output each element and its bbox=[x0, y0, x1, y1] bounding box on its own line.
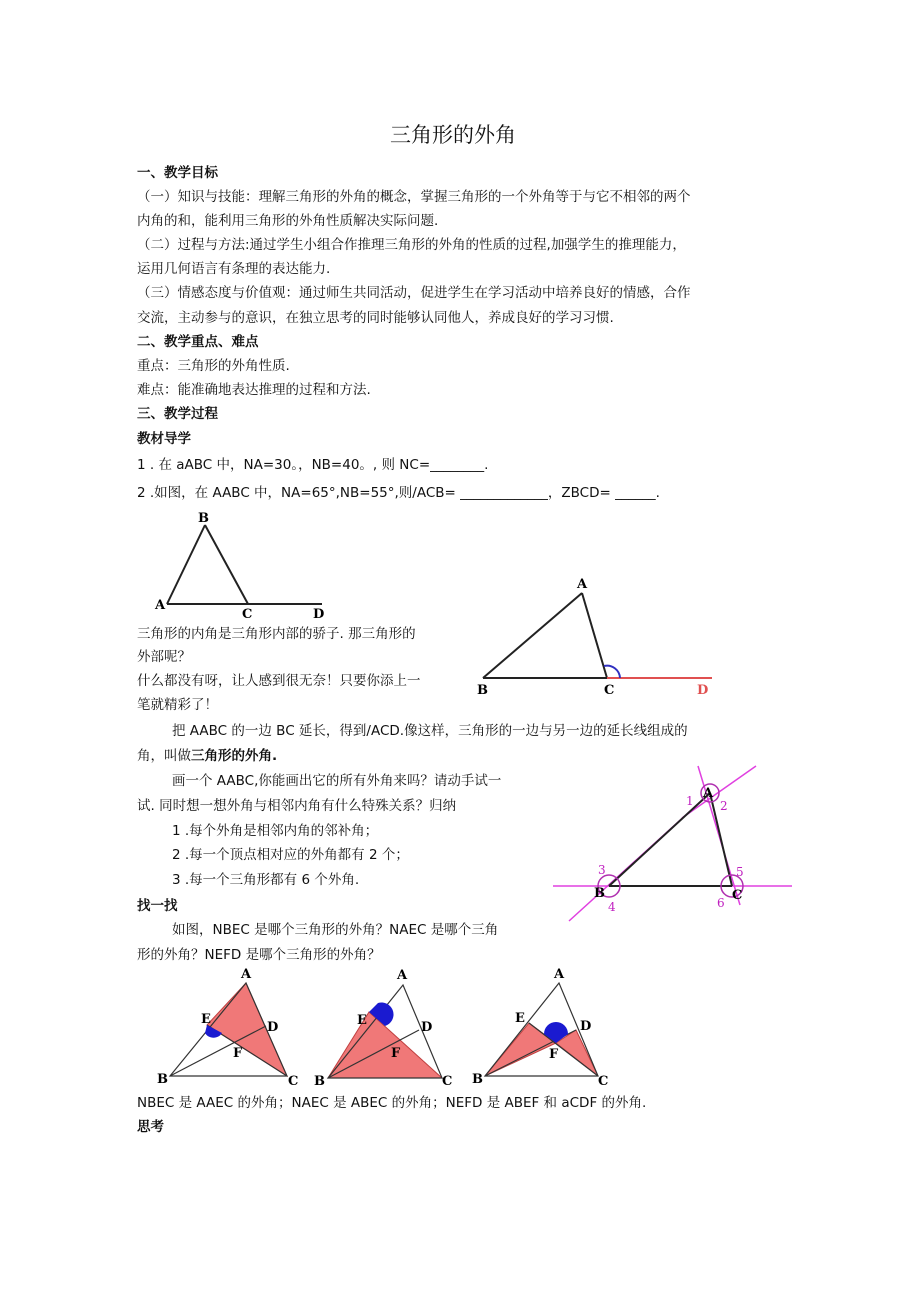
page-title: 三角形的外角 bbox=[390, 123, 516, 147]
section-heading-keypoints: 二、教学重点、难点 bbox=[137, 334, 259, 350]
fig4b-label-a: A bbox=[397, 968, 408, 983]
goal-3-line-1: （三）情感态度与价值观：通过师生共同活动，促进学生在学习活动中培养良好的情感，合作 bbox=[137, 285, 691, 301]
definition-line-1: 把 AABC 的一边 BC 延长，得到/ACD.像这样，三角形的一边与另一边的延长线组成的 bbox=[172, 723, 688, 739]
think-heading: 思考 bbox=[137, 1119, 164, 1135]
fig3-angle-6: 6 bbox=[717, 896, 725, 910]
goal-1-line-2: 内角的和，能利用三角形的外角性质解决实际问题. bbox=[137, 213, 439, 229]
fig4b-label-e: E bbox=[357, 1013, 367, 1028]
fig4b-label-c: C bbox=[442, 1074, 453, 1089]
answer-line: NBEC 是 AAEC 的外角；NAEC 是 ABEC 的外角；NEFD 是 ABEF 和 aCDF 的外角. bbox=[137, 1095, 647, 1111]
fig1-label-d: D bbox=[313, 607, 325, 622]
fig2-label-b: B bbox=[477, 683, 488, 698]
goal-1-line-1: （一）知识与技能：理解三角形的外角的概念，掌握三角形的一个外角等于与它不相邻的两个 bbox=[137, 189, 691, 205]
triangle-2 bbox=[314, 968, 452, 1089]
fig3-angle-5: 5 bbox=[736, 865, 744, 879]
triangle-1 bbox=[157, 967, 298, 1089]
fig4b-label-d: D bbox=[421, 1020, 433, 1035]
intro-line-2: 外部呢？ bbox=[137, 649, 191, 665]
fig1-label-a: A bbox=[155, 598, 166, 613]
fig4c-label-d: D bbox=[580, 1019, 592, 1034]
intro-line-1: 三角形的内角是三角形内部的骄子. 那三角形的 bbox=[137, 626, 416, 642]
fig3-angle-4: 4 bbox=[608, 900, 616, 914]
fig1-label-b: B bbox=[198, 511, 209, 526]
fig4a-label-a: A bbox=[241, 967, 252, 982]
fig2-label-d: D bbox=[697, 683, 709, 698]
fig4c-label-b: B bbox=[472, 1072, 483, 1087]
fig4c-label-a: A bbox=[554, 967, 565, 982]
goal-2-line-2: 运用几何语言有条理的表达能力. bbox=[137, 261, 331, 277]
triangle-3 bbox=[472, 967, 608, 1089]
fig4a-label-f: F bbox=[233, 1046, 243, 1061]
fig3-label-b: B bbox=[594, 886, 605, 901]
list-item: 3 .每一个三角形都有 6 个外角. bbox=[172, 872, 360, 888]
fig4a-label-e: E bbox=[201, 1012, 211, 1027]
list-item: 2 .每一个顶点相对应的外角都有 2 个； bbox=[172, 847, 409, 863]
find-question-line-1: 如图，NBEC 是哪个三角形的外角？NAEC 是哪个三角 bbox=[172, 922, 499, 938]
goal-3-line-2: 交流，主动参与的意识，在独立思考的同时能够认同他人，养成良好的学习习惯. bbox=[137, 310, 614, 326]
fig4b-label-f: F bbox=[391, 1046, 401, 1061]
fig4c-label-c: C bbox=[598, 1074, 609, 1089]
intro-line-3: 什么都没有呀，让人感到很无奈！只要你添上一 bbox=[137, 673, 421, 689]
definition-term: 三角形的外角. bbox=[191, 748, 278, 764]
fig3-angle-2: 2 bbox=[720, 799, 728, 813]
draw-prompt-line-1: 画一个 AABC,你能画出它的所有外角来吗？请动手试一 bbox=[172, 773, 502, 789]
question-1: 1 . 在 aABC 中，NA=30。，NB=40。, 则 NC=________. bbox=[137, 457, 489, 473]
section-heading-goals: 一、教学目标 bbox=[137, 165, 218, 181]
fig4a-label-b: B bbox=[157, 1072, 168, 1087]
fig4a-label-d: D bbox=[267, 1020, 279, 1035]
subheading-guide: 教材导学 bbox=[137, 431, 191, 447]
fig2-label-c: C bbox=[604, 683, 615, 698]
fig2-label-a: A bbox=[577, 577, 588, 592]
fig3-label-a: A bbox=[703, 786, 714, 801]
fig3-angle-1: 1 bbox=[686, 794, 694, 808]
find-heading: 找一找 bbox=[137, 898, 178, 914]
list-item: 1 .每个外角是相邻内角的邻补角； bbox=[172, 823, 379, 839]
fig1-label-c: C bbox=[242, 607, 253, 622]
fig4c-label-e: E bbox=[515, 1011, 525, 1026]
find-question-line-2: 形的外角？NEFD 是哪个三角形的外角？ bbox=[137, 947, 381, 963]
key-point: 重点：三角形的外角性质. bbox=[137, 358, 290, 374]
fig4b-label-b: B bbox=[314, 1074, 325, 1089]
difficult-point: 难点：能准确地表达推理的过程和方法. bbox=[137, 382, 371, 398]
fig4c-label-f: F bbox=[549, 1047, 559, 1062]
fig3-angle-3: 3 bbox=[598, 863, 606, 877]
section-heading-process: 三、教学过程 bbox=[137, 406, 218, 422]
draw-prompt-line-2: 试. 同时想一想外角与相邻内角有什么特殊关系？归纳 bbox=[137, 798, 457, 814]
definition-prefix: 角，叫做 bbox=[137, 748, 191, 764]
intro-line-4: 笔就精彩了！ bbox=[137, 697, 218, 713]
question-2: 2 .如图，在 AABC 中，NA=65°,NB=55°,则/ACB= _____________，ZBCD= ______. bbox=[137, 485, 660, 501]
fig3-label-c: C bbox=[732, 888, 743, 903]
goal-2-line-1: （二）过程与方法:通过学生小组合作推理三角形的外角的性质的过程,加强学生的推理能力， bbox=[137, 237, 686, 253]
fig4a-label-c: C bbox=[288, 1074, 299, 1089]
